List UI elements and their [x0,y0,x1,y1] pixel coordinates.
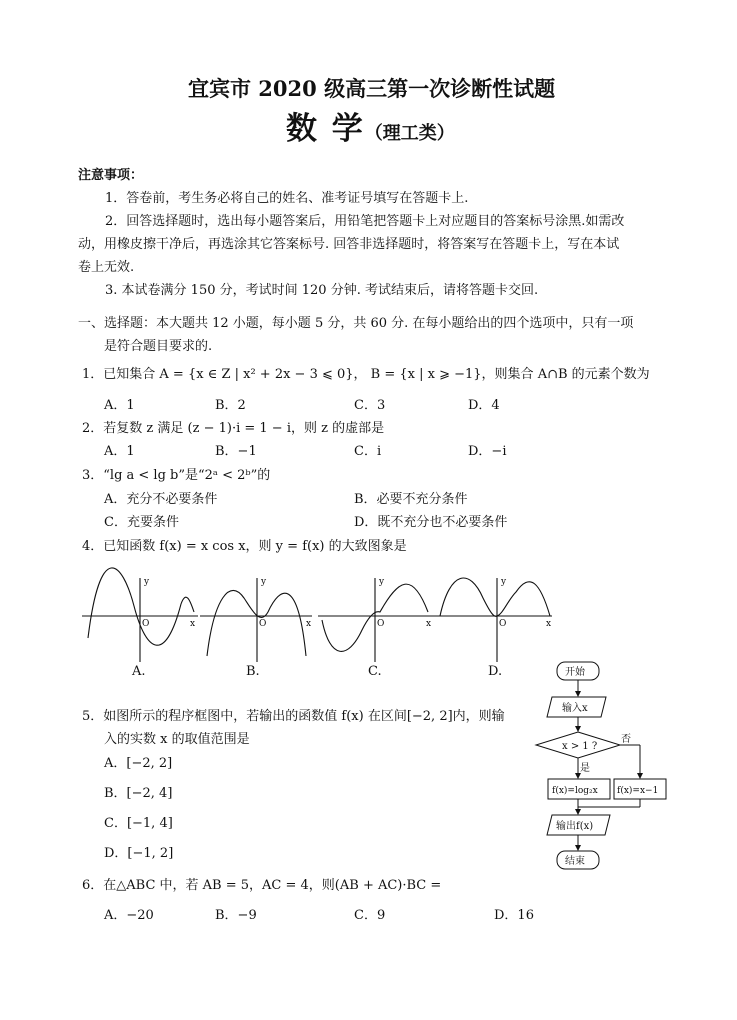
flow-input-box [547,697,606,717]
graph-c [318,578,432,662]
flow-condition-text: x > 1 ? [562,741,598,752]
graph-d-origin-label: O [499,619,507,629]
graph-d-x-axis-label: x [546,619,552,629]
question-5-option-d: D．[−1, 2] [104,846,174,861]
notice-item-2-cont: 动，用橡皮擦干净后，再选涂其它答案标号. 回答非选择题时，将答案写在答题卡上，写在本试 [78,237,620,252]
section-heading-cont: 是符合题目要求的. [104,339,213,354]
question-5-option-a: A．[−2, 2] [104,756,173,771]
question-2-option-b: B．−1 [215,444,257,459]
graph-d [432,578,552,662]
graph-a-x-axis-label: x [190,619,196,629]
flow-yes-label: 是 [580,763,590,774]
notice-item-2-end: 卷上无效. [78,260,135,275]
question-5-option-c: C．[−1, 4] [104,816,173,831]
flow-output-text: 输出f(x) [556,821,594,832]
flow-no-label: 否 [621,734,631,745]
subject-note: （理工类） [364,123,455,144]
question-3-stem: 3．“lg a < lg b”是“2ᵃ < 2ᵇ”的 [82,468,271,483]
graph-d-y-axis-label: y [501,577,507,587]
question-2-option-d: D．−i [468,444,507,459]
notice-item-3: 3. 本试卷满分 150 分，考试时间 120 分钟. 考试结束后，请将答题卡交回. [105,283,539,298]
question-1-option-a: A．1 [104,398,135,413]
question-1-option-d: D．4 [468,398,500,413]
flow-yes-text: f(x)=log₂x [552,786,598,796]
graph-b-x-axis-label: x [306,619,312,629]
notice-item-1: 1．答卷前，考生务必将自己的姓名、准考证号填写在答题卡上. [105,191,469,206]
flow-no-text: f(x)=x−1 [617,786,659,796]
graph-d-label: D. [488,664,503,679]
flow-input-text: 输入x [562,703,588,714]
notice-heading: 注意事项： [78,168,144,183]
question-2-option-c: C．i [354,444,382,459]
question-2-stem: 2．若复数 z 满足 (z − 1)·i = 1 − i，则 z 的虚部是 [82,421,385,436]
graph-b-y-axis-label: y [261,577,267,587]
flow-start-text: 开始 [565,667,585,678]
graph-b-label: B. [246,664,260,679]
question-1-option-c: C．3 [354,398,386,413]
graph-c-y-axis-label: y [379,577,385,587]
flow-end-text: 结束 [565,856,585,867]
notice-item-2: 2．回答选择题时，选出每小题答案后，用铅笔把答题卡上对应题目的答案标号涂黑.如需改 [105,214,625,229]
graph-b-origin-label: O [259,619,267,629]
graph-a [82,568,198,662]
question-6-option-a: A．−20 [104,908,154,923]
flow-no-box [614,779,666,799]
question-6-option-d: D．16 [494,908,534,923]
section-heading: 一、选择题：本大题共 12 小题，每小题 5 分，共 60 分. 在每小题给出的四个选项中，只有一项 [78,316,634,331]
flow-yes-box [548,779,610,799]
question-4-stem: 4．已知函数 f(x) = x cos x，则 y = f(x) 的大致图象是 [82,539,407,554]
question-2-option-a: A．1 [104,444,135,459]
question-6-stem: 6．在△ABC 中，若 AB = 5，AC = 4，则(AB + AC)·BC = [82,878,442,893]
graph-c-origin-label: O [377,619,385,629]
graph-a-label: A. [132,664,146,679]
question-1-option-b: B．2 [215,398,246,413]
exam-title: 宜宾市 2020 级高三第一次诊断性试题 [188,76,556,101]
graph-c-x-axis-label: x [426,619,432,629]
question-6-option-b: B．−9 [215,908,257,923]
flow-end-box [557,851,599,869]
graph-b [200,578,312,662]
question-5-stem: 5．如图所示的程序框图中，若输出的函数值 f(x) 在区间[−2, 2]内，则输 [82,709,505,724]
question-3-option-c: C．充要条件 [104,515,179,530]
graph-a-origin-label: O [142,619,150,629]
graph-a-y-axis-label: y [144,577,150,587]
subject-title [286,111,455,147]
flow-condition-diamond [536,732,620,758]
question-3-option-d: D．既不充分也不必要条件 [354,515,508,530]
question-5-option-b: B．[−2, 4] [104,786,173,801]
question-1-stem: 1．已知集合 A = {x ∈ Z | x² + 2x − 3 ⩽ 0}， B = {x | x ⩾ −1}，则集合 A∩B 的元素个数为 [82,367,650,382]
question-6-option-c: C．9 [354,908,386,923]
graph-c-label: C. [368,664,382,679]
subject-name: 数 学 [286,111,365,147]
flow-output-box [547,815,610,835]
flow-start-box [557,662,599,680]
question-3-option-a: A．充分不必要条件 [104,492,218,507]
question-3-option-b: B．必要不充分条件 [354,492,468,507]
question-5-stem-cont: 入的实数 x 的取值范围是 [104,732,250,747]
